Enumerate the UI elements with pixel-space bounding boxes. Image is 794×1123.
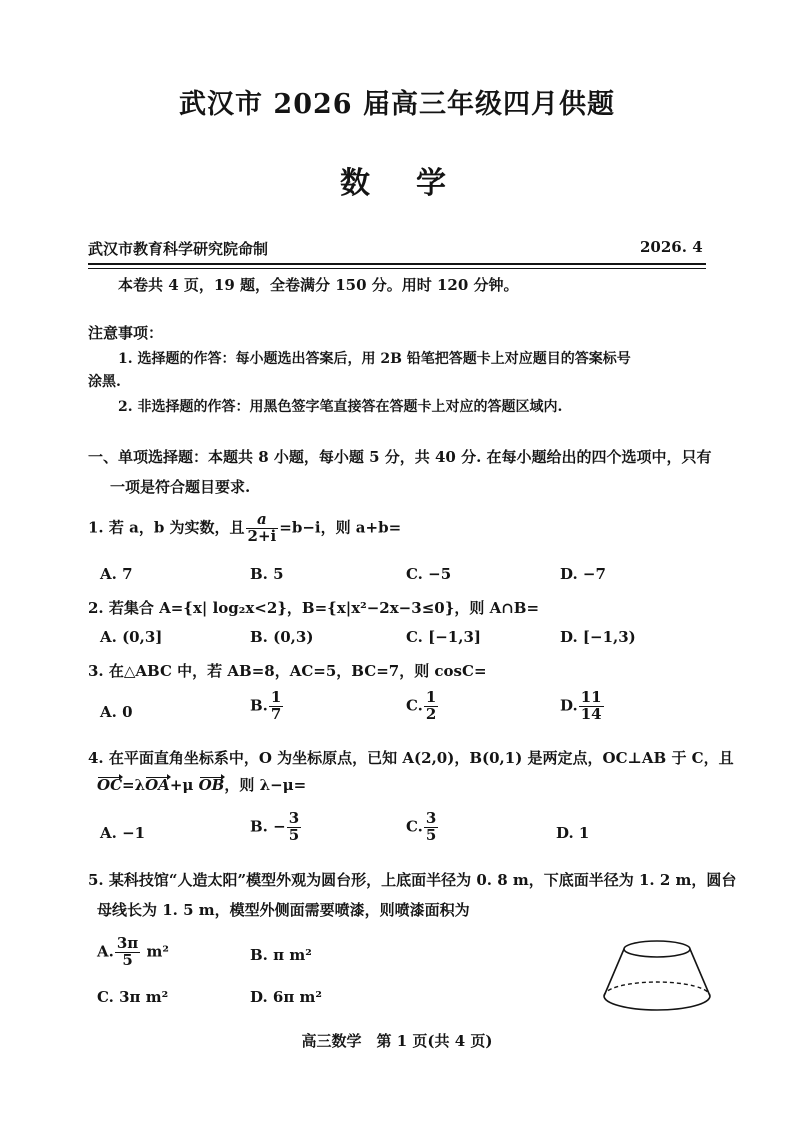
- vector-oc: OC: [97, 776, 123, 794]
- page-footer: 高三数学 第 1 页(共 4 页): [301, 1032, 493, 1050]
- q4-option-d: D. 1: [556, 824, 590, 842]
- q3-option-d: D. $\frac{11}{14}$: [560, 688, 602, 723]
- exam-title: 武汉市 2026 届高三年级四月供题: [179, 89, 615, 120]
- q5-option-b: B. π m²: [250, 946, 312, 964]
- question-3-stem: 3. 在△ABC 中，若 AB=8，AC=5，BC=7，则 cosC=: [88, 662, 487, 680]
- frustum-bottom-front: [604, 996, 710, 1010]
- q5-option-d: D. 6π m²: [250, 988, 322, 1006]
- question-2-stem: 2. 若集合 A={x| log₂x<2}，B={x|x²−2x−3≤0}，则 A∩B=: [88, 599, 540, 617]
- question-4-stem-cont: OC=λOA+μ OB，则 λ−μ=: [97, 776, 307, 794]
- q3-option-b: B. $\frac{1}{7}$: [250, 688, 282, 723]
- q4-option-c: C. $\frac{3}{5}$: [406, 809, 437, 844]
- q2-option-b: B. (0,3): [250, 628, 314, 646]
- q5-option-c: C. 3π m²: [97, 988, 169, 1006]
- q4-option-a: A. −1: [100, 824, 146, 842]
- q2-option-c: C. [−1,3]: [406, 628, 481, 646]
- q3-option-c: C. $\frac{1}{2}$: [406, 688, 437, 723]
- q1-option-a: A. 7: [100, 565, 133, 583]
- subject-title: 数 学: [340, 166, 454, 201]
- frustum-top-rim: [624, 941, 690, 957]
- notice-item-2: 2. 非选择题的作答：用黑色签字笔直接答在答题卡上对应的答题区域内.: [118, 399, 563, 415]
- vector-oa: OA: [145, 776, 170, 794]
- q1-option-c: C. −5: [406, 565, 452, 583]
- notice-item-1-cont: 涂黑.: [88, 374, 121, 390]
- q1-option-b: B. 5: [250, 565, 284, 583]
- exam-date: 2026. 4: [640, 238, 703, 256]
- q1-option-d: D. −7: [560, 565, 606, 583]
- vector-ob: OB: [198, 776, 225, 794]
- section-heading: 一、单项选择题：本题共 8 小题，每小题 5 分，共 40 分. 在每小题给出的四个选项中，只有: [88, 448, 712, 466]
- notice-heading: 注意事项：: [88, 324, 164, 342]
- frustum-figure: [598, 938, 716, 1018]
- section-heading-cont: 一项是符合题目要求.: [110, 478, 251, 496]
- question-4-stem: 4. 在平面直角坐标系中，O 为坐标原点，已知 A(2,0)，B(0,1) 是两定点，OC⊥AB 于 C，且: [88, 749, 734, 767]
- q5-option-a: A. $\frac{3\pi}{5}$ m²: [97, 934, 169, 969]
- question-5-stem: 5. 某科技馆“人造太阳”模型外观为圆台形，上底面半径为 0. 8 m，下底面半径为 1. 2 m，圆台: [88, 871, 737, 889]
- notice-item-1: 1. 选择题的作答：每小题选出答案后，用 2B 铅笔把答题卡上对应题目的答案标号: [118, 351, 631, 367]
- q4-option-b: B. − $\frac{3}{5}$: [250, 809, 300, 844]
- q3-option-a: A. 0: [100, 703, 133, 721]
- q1-fraction: $\frac{a}{2+i}$: [247, 510, 277, 545]
- header-rule: [88, 263, 706, 265]
- author-line: 武汉市教育科学研究院命制: [88, 240, 269, 258]
- frustum-left-edge: [604, 949, 624, 996]
- q2-option-a: A. (0,3]: [100, 628, 163, 646]
- intro-line: 本卷共 4 页，19 题，全卷满分 150 分。用时 120 分钟。: [118, 276, 519, 294]
- question-5-stem-cont: 母线长为 1. 5 m，模型外侧面需要喷漆，则喷漆面积为: [97, 901, 470, 919]
- q2-option-d: D. [−1,3): [560, 628, 636, 646]
- frustum-bottom-back: [604, 982, 710, 996]
- header-rule-thin: [88, 268, 706, 269]
- question-1-stem: 1. 若 a，b 为实数，且 $\frac{a}{2+i}$ =b−i，则 a+b=: [88, 510, 402, 545]
- frustum-right-edge: [690, 949, 710, 996]
